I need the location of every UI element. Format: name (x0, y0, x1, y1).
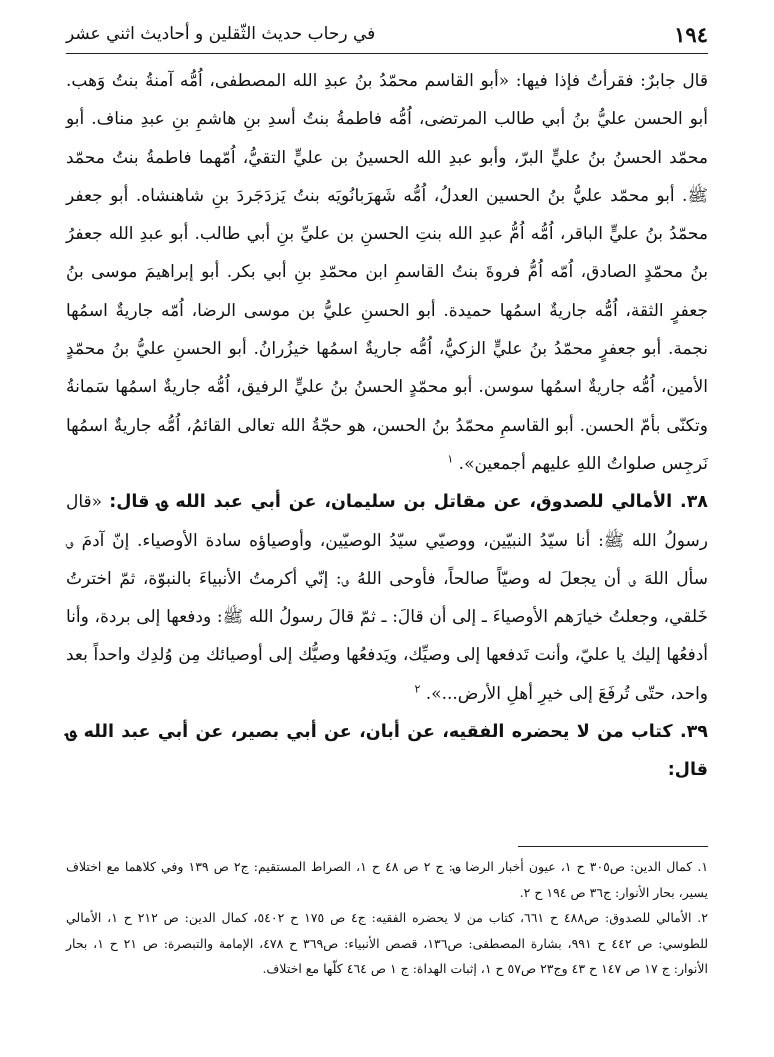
footnote-rule (518, 846, 708, 847)
paragraph-jabir-text: قال جابرٌ: فقرأتُ فإذا فيها: «أبو القاسم محمّدُ بنُ عبدِ الله المصطفى، اُمُّه آمنةُ بنتُ وَهب. أبو الحسن عليُّ بنُ أبي طالب المرتضى، اُمُّه فاطمةُ بنتُ أسدِ بنِ هاشمِ بنِ عبدِ مناف. أبو محمّد الحسنُ بنُ عليٍّ البرّ، وأبو عبدِ الله الحسينُ بن عليٍّ التقيُّ، اُمّهما فاطمةُ بنتُ محمّد ﷺ. أبو محمّد عليُّ بنُ الحسين العدلُ، اُمُّه شَهرَبانُويَه بنتُ يَزدَجَردَ بنِ شاهنشاه. أبو جعفر محمّدُ بنُ عليٍّ الباقر، اُمُّه اُمُّ عبدِ الله بنتِ الحسنِ بن عليِّ بنِ أبي طالب. أبو عبدِ الله جعفرُ بنُ محمّدٍ الصادق، اُمّه اُمُّ فروةَ بنتُ القاسمِ ابن محمّدِ بنِ أبي بكر. أبو إبراهيمَ موسى بنُ جعفرٍ الثقة، اُمُّه جاريةٌ اسمُها حميدة. أبو الحسنِ عليُّ بن موسى الرضا، اُمّه جاريةٌ اسمُها نجمة. أبو جعفرٍ محمّدُ بنُ عليٍّ الزكيُّ، اُمُّه جاريةٌ اسمُها خيزُرانُ. أبو الحسنِ عليُّ بنُ محمّدٍ الأمين، اُمُّه جاريةٌ اسمُها سوسن. أبو محمّدٍ الحسنُ بنُ عليٍّ الرفيق، اُمُّه جاريةٌ اسمُها سَمانةُ وتكنّى بأمّ الحسن. أبو القاسمِ محمّدُ بنُ الحسن، هو حجّةُ الله تعالى القائمُ، اُمُّه جاريةٌ اسمُها نَرجِس صلواتُ اللهِ عليهم أجمعين». (66, 71, 708, 474)
entry-38-heading: ٣٨. الأمالي للصدوق، عن مقاتل بن سليمان، عن أبي عبد الله ؈ قال: (109, 492, 708, 513)
footnote-ref-1[interactable]: ١ (447, 452, 454, 466)
header-rule (66, 53, 708, 54)
entry-39 (66, 713, 708, 790)
page-number: ١٩٤ (674, 22, 708, 47)
page-header (66, 18, 708, 52)
entry-38-text: «قال رسولُ الله ﷺ: أنا سيّدُ النبيّين، ووصيّي سيّدُ الوصيّين، وأوصياؤه سادة الأوصياء. إنّ آدمَ ؈ سأل اللهَ ؈ أن يجعلَ له وصيّاً صالحاً، فأوحى اللهُ ؈: إنّي أكرمتُ الأنبياءَ بالنبوّة، ثمّ اخترتُ خَلقي، وجعلتُ خيارَهم الأوصياءَ ـ إلى أن قالَ: ـ ثمّ قالَ رسولُ الله ﷺ: ودفعها إلى بردة، وأنا أدفعُها إليك يا عليّ، وأنت تَدفعها إلى وصيِّك، ويَدفعُها وصيُّك إلى أوصيائك مِن وُلدِك واحداً بعد واحد، حتّى تُرفَعَ إلى خيرِ أهلِ الأرض...». (66, 492, 708, 704)
footnotes (66, 854, 708, 982)
main-text (66, 62, 708, 790)
entry-38 (66, 483, 708, 713)
footnote-1: ١. كمال الدين: ص٣٠٥ ح ١، عيون أخبار الرضا ؈: ج ٢ ص ٤٨ ح ١، الصراط المستقيم: ج٢ ص ١٣٩ وفي كلاهما مع اختلاف يسير، بحار الأنوار: ج٣٦ ص ١٩٤ ح ٢. (66, 859, 709, 900)
footnote-ref-2[interactable]: ٢ (414, 682, 421, 696)
running-title: في رحاب حديث الثّقلين و أحاديث اثني عشر (66, 24, 376, 44)
entry-39-heading: ٣٩. كتاب من لا يحضره الفقيه، عن أبان، عن أبي بصير، عن أبي عبد الله ؈ قال: (66, 722, 708, 781)
footnote-2: ٢. الأمالي للصدوق: ص٤٨٨ ح ٦٦١، كتاب من لا يحضره الفقيه: ج٤ ص ١٧٥ ح ٥٤٠٢، كمال الدين: ص ٢١٢ ح ١، الأمالي للطوسي: ص ٤٤٢ ح ٩٩١، بشارة المصطفى: ص١٣٦، قصص الأنبياء: ص٣٦٩ ح ٤٧٨، الإمامة والتبصرة: ص ٢١ ح ١، بحار الأنوار: ج ١٧ ص ١٤٧ ح ٤٣ وج٢٣ ص٥٧ ح ١، إثبات الهداة: ج ١ ص ٤٦٤ كلّها مع اختلاف. (66, 910, 709, 976)
paragraph-jabir (66, 62, 708, 483)
